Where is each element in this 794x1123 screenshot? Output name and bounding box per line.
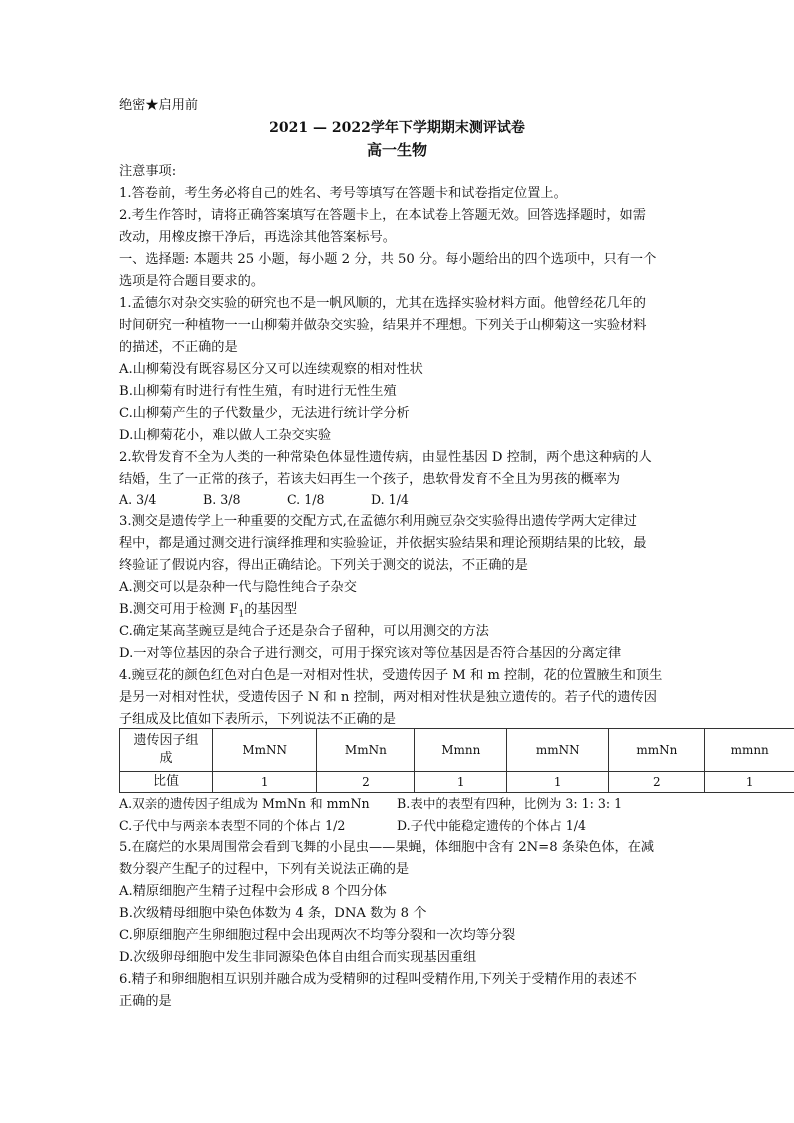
q4-stem-line-1: 4.豌豆花的颜色红色对白色是一对相对性状，受遗传因子 M 和 m 控制，花的位置腋生和顶生 [119,668,663,683]
table-header-ratio: 比值 [120,772,213,793]
notice-heading: 注意事项: [119,164,177,179]
q1-option-c: C.山柳菊产生的子代数量少，无法进行统计学分析 [119,406,410,421]
q3-option-b [119,600,297,625]
table-row-ratios [120,772,794,793]
q3-stem-line-1: 3.测交是遗传学上一种重要的交配方式,在孟德尔利用豌豆杂交实验得出遗传学两大定律过 [119,514,637,529]
table-cell-genotype: mmnn [705,729,794,772]
q1-option-d: D.山柳菊花小，难以做人工杂交实验 [119,428,332,443]
table-header-genotype-line-2: 成 [159,751,173,766]
notice-item-1: 1.答卷前，考生务必将自己的姓名、考号等填写在答题卡和试卷指定位置上。 [119,186,567,201]
q3-option-c: C.确定某高茎豌豆是纯合子还是杂合子留种，可以用测交的方法 [119,624,489,639]
table-cell-ratio: 1 [705,772,794,793]
table-header-genotype [120,729,213,772]
q1-stem-line-1: 1.孟德尔对杂交实验的研究也不是一帆风顺的，尤其在选择实验材料方面。他曾经花几年的 [119,296,646,311]
section-intro-line-2: 选项是符合题目要求的。 [119,274,265,289]
table-header-genotype-line-1: 遗传因子组 [133,733,199,748]
table-cell-ratio: 2 [317,772,415,793]
table-cell-genotype: Mmnn [415,729,507,772]
genotype-ratio-table [119,728,794,793]
q4-option-b: B.表中的表型有四种，比例为 3: 1: 3: 1 [397,796,623,811]
q3-option-d: D.一对等位基因的杂合子进行测交，可用于探究该对等位基因是否符合基因的分离定律 [119,646,622,661]
q3-stem-line-2: 程中，都是通过测交进行演绎推理和实验验证，并依据实验结果和理论预期结果的比较，最 [119,536,647,551]
table-row-genotypes [120,729,794,772]
q4-option-d: D.子代中能稳定遗传的个体占 1/4 [397,818,587,833]
q6-stem-line-1: 6.精子和卵细胞相互识别并融合成为受精卵的过程叫受精作用,下列关于受精作用的表述不 [119,972,637,987]
q4-stem-line-3: 子组成及比值如下表所示，下列说法不正确的是 [119,712,396,727]
section-intro-line-1: 一、选择题: 本题共 25 小题，每小题 2 分，共 50 分。每小题给出的四个选项中，只有一个 [119,252,657,267]
q5-stem-line-1: 5.在腐烂的水果周围常会看到飞舞的小昆虫——果蝇，体细胞中含有 2N=8 条染色体，在减 [119,840,655,855]
q6-stem-line-2: 正确的是 [119,994,172,1009]
table-cell-ratio: 1 [507,772,609,793]
q4-option-a: A.双亲的遗传因子组成为 MmNn 和 mmNn [119,796,370,811]
notice-item-2-line-2: 改动，用橡皮擦干净后，再选涂其他答案标号。 [119,230,396,245]
q5-option-d: D.次级卵母细胞中发生非同源染色体自由组合而实现基因重组 [119,950,477,965]
q2-option-a: A. 3/4 [119,492,157,507]
q2-option-d: D. 1/4 [371,492,409,507]
secret-label: 绝密★启用前 [119,98,199,113]
q3-stem-line-3: 终验证了假说内容，得出正确结论。下列关于测交的说法，不正确的是 [119,558,528,573]
q4-stem-line-2: 是另一对相对性状，受遗传因子 N 和 n 控制，两对相对性状是独立遗传的。若子代的遗传因 [119,690,657,705]
q3-option-b-subscript: 1 [238,609,245,620]
q1-option-b: B.山柳菊有时进行有性生殖，有时进行无性生殖 [119,384,397,399]
exam-title: 2021 — 2022学年下学期期末测评试卷 [269,120,525,136]
q3-option-b-pre: B.测交可用于检测 F [119,602,239,617]
q4-option-c: C.子代中与两亲本表型不同的个体占 1/2 [119,818,346,833]
q3-option-b-post: 的基因型 [244,602,298,617]
q2-stem-line-1: 2.软骨发育不全为人类的一种常染色体显性遗传病，由显性基因 D 控制，两个患这种病的人 [119,450,652,465]
q2-option-b: B. 3/8 [203,492,241,507]
q5-option-a: A.精原细胞产生精子过程中会形成 8 个四分体 [119,884,387,899]
table-cell-ratio: 1 [213,772,317,793]
q3-option-a: A.测交可以是杂种一代与隐性纯合子杂交 [119,580,357,595]
q2-option-c: C. 1/8 [287,492,325,507]
exam-subject: 高一生物 [366,141,427,159]
table-cell-ratio: 1 [415,772,507,793]
table-cell-genotype: mmNn [609,729,705,772]
table-cell-genotype: mmNN [507,729,609,772]
table-cell-ratio: 2 [609,772,705,793]
q5-option-c: C.卵原细胞产生卵细胞过程中会出现两次不均等分裂和一次均等分裂 [119,928,516,943]
q1-stem-line-3: 的描述，不正确的是 [119,340,238,355]
table-cell-genotype: MmNN [213,729,317,772]
q5-stem-line-2: 数分裂产生配子的过程中，下列有关说法正确的是 [119,862,410,877]
table-cell-genotype: MmNn [317,729,415,772]
q1-option-a: A.山柳菊没有既容易区分又可以连续观察的相对性状 [119,362,423,377]
notice-item-2-line-1: 2.考生作答时，请将正确答案填写在答题卡上，在本试卷上答题无效。回答选择题时，如需 [119,208,646,223]
q5-option-b: B.次级精母细胞中染色体数为 4 条，DNA 数为 8 个 [119,906,427,921]
q2-stem-line-2: 结婚，生了一正常的孩子，若该夫妇再生一个孩子，患软骨发育不全且为男孩的概率为 [119,472,621,487]
q1-stem-line-2: 时间研究一种植物一一山柳菊并做杂交实验，结果并不理想。下列关于山柳菊这一实验材料 [119,318,647,333]
